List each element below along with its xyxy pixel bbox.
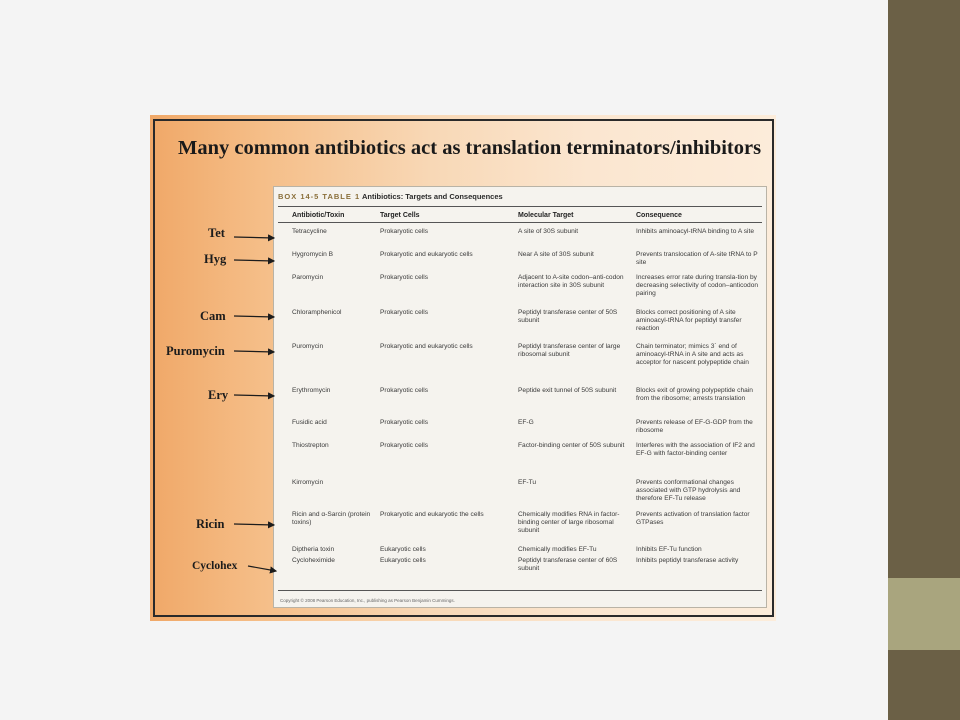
cell-molecular-target: Factor-binding center of 50S subunit <box>518 442 625 449</box>
cell-target-cells: Prokaryotic cells <box>380 309 429 316</box>
cell-molecular-target: Adjacent to A-site codon–anti-codon interaction site in 30S subunit <box>518 274 624 289</box>
cell-consequence: Prevents translocation of A-site tRNA to P site <box>636 251 758 266</box>
cell-molecular-target: EF-G <box>518 419 534 426</box>
cell-molecular-target: Peptidyl transferase center of 60S subunit <box>518 557 618 572</box>
sidebar-light-accent <box>888 578 960 650</box>
cell-antibiotic: Puromycin <box>292 343 324 350</box>
cell-antibiotic: Thiostrepton <box>292 442 329 449</box>
cell-molecular-target: Chemically modifies RNA in factor-binding center of large ribosomal subunit <box>518 511 620 534</box>
arrow-ery <box>234 395 274 396</box>
cell-consequence: Blocks exit of growing polypeptide chain from the ribosome; arrests translation <box>636 387 753 402</box>
annotation-arrows <box>150 115 776 621</box>
annotation-ricin: Ricin <box>196 517 225 531</box>
column-header-consequence: Consequence <box>636 212 682 219</box>
cell-antibiotic: Tetracycline <box>292 228 327 235</box>
table-box-title: Antibiotics: Targets and Consequences <box>361 192 503 201</box>
annotation-hyg: Hyg <box>204 252 227 266</box>
annotation-puromycin: Puromycin <box>166 344 225 358</box>
annotation-tet: Tet <box>208 226 225 240</box>
cell-consequence: Inhibits EF-Tu function <box>636 546 702 553</box>
cell-target-cells: Prokaryotic and eukaryotic cells <box>380 343 473 350</box>
cell-antibiotic: Paromycin <box>292 274 324 281</box>
cell-antibiotic: Kirromycin <box>292 479 324 486</box>
cell-antibiotic: Fusidic acid <box>292 419 327 426</box>
cell-antibiotic: Erythromycin <box>292 387 331 394</box>
cell-antibiotic: Diptheria toxin <box>292 546 335 553</box>
cell-consequence: Increases error rate during transla-tion by decreasing selectivity of codon–anticodon pairing <box>636 274 759 297</box>
cell-consequence: Interferes with the association of IF2 and EF-G with factor-binding center <box>636 442 755 457</box>
cell-antibiotic: Ricin and α-Sarcin (protein toxins) <box>292 511 371 526</box>
cell-molecular-target: EF-Tu <box>518 479 537 486</box>
cell-antibiotic: Hygromycin B <box>292 251 334 258</box>
column-header-target-cells: Target Cells <box>380 212 420 219</box>
sidebar-dark-bottom <box>888 650 960 720</box>
cell-consequence: Prevents activation of translation factor GTPases <box>636 511 750 526</box>
cell-molecular-target: Near A site of 30S subunit <box>518 251 594 258</box>
cell-consequence: Prevents release of EF-G-GDP from the ribosome <box>636 419 753 434</box>
cell-target-cells: Prokaryotic cells <box>380 228 429 235</box>
cell-molecular-target: Peptidyl transferase center of large ribosomal subunit <box>518 343 621 358</box>
slide-heading: Many common antibiotics act as translation terminators/inhibitors <box>178 137 762 159</box>
cell-target-cells: Prokaryotic and eukaryotic cells <box>380 251 473 258</box>
cell-consequence: Blocks correct positioning of A site aminoacyl-tRNA for peptidyl transfer reaction <box>636 309 742 332</box>
cell-target-cells: Prokaryotic cells <box>380 442 429 449</box>
annotation-ery: Ery <box>208 388 229 402</box>
sidebar-dark-top <box>888 0 960 578</box>
cell-target-cells: Prokaryotic cells <box>380 387 429 394</box>
cell-target-cells: Eukaryotic cells <box>380 546 426 553</box>
annotation-cam: Cam <box>200 309 226 323</box>
cell-target-cells: Prokaryotic and eukaryotic the cells <box>380 511 484 518</box>
cell-consequence: Chain terminator; mimics 3´ end of aminoacyl-tRNA in A site and acts as acceptor for nascent polypeptide chain <box>636 343 749 366</box>
cell-molecular-target: Peptidyl transferase center of 50S subunit <box>518 309 618 324</box>
cell-target-cells: Prokaryotic cells <box>380 419 429 426</box>
cell-molecular-target: Peptide exit tunnel of 50S subunit <box>518 387 617 394</box>
cell-antibiotic: Cycloheximide <box>292 557 335 564</box>
copyright-note: Copyright © 2008 Pearson Education, Inc., publishing as Pearson Benjamin Cummings. <box>280 598 455 603</box>
arrow-hyg <box>234 260 274 261</box>
cell-consequence: Inhibits peptidyl transferase activity <box>636 557 739 564</box>
column-header-antibiotic: Antibiotic/Toxin <box>292 212 345 219</box>
slide-image <box>150 115 776 621</box>
cell-target-cells: Prokaryotic cells <box>380 274 429 281</box>
cell-antibiotic: Chloramphenicol <box>292 309 342 316</box>
table-box-label: BOX 14-5 TABLE 1 <box>278 192 361 201</box>
cell-molecular-target: A site of 30S subunit <box>518 228 579 235</box>
cell-target-cells: Eukaryotic cells <box>380 557 426 564</box>
cell-molecular-target: Chemically modifies EF-Tu <box>518 546 597 553</box>
arrow-puromycin <box>234 351 274 352</box>
column-header-molecular-target: Molecular Target <box>518 212 574 219</box>
annotation-cyclohex: Cyclohex <box>192 560 238 572</box>
arrow-cam <box>234 316 274 317</box>
cell-consequence: Inhibits aminoacyl-tRNA binding to A site <box>636 228 755 235</box>
arrow-tet <box>234 237 274 238</box>
arrow-cyclohex <box>248 566 276 571</box>
cell-consequence: Prevents conformational changes associated with GTP hydrolysis and therefore EF-Tu release <box>636 479 741 502</box>
arrow-ricin <box>234 524 274 525</box>
